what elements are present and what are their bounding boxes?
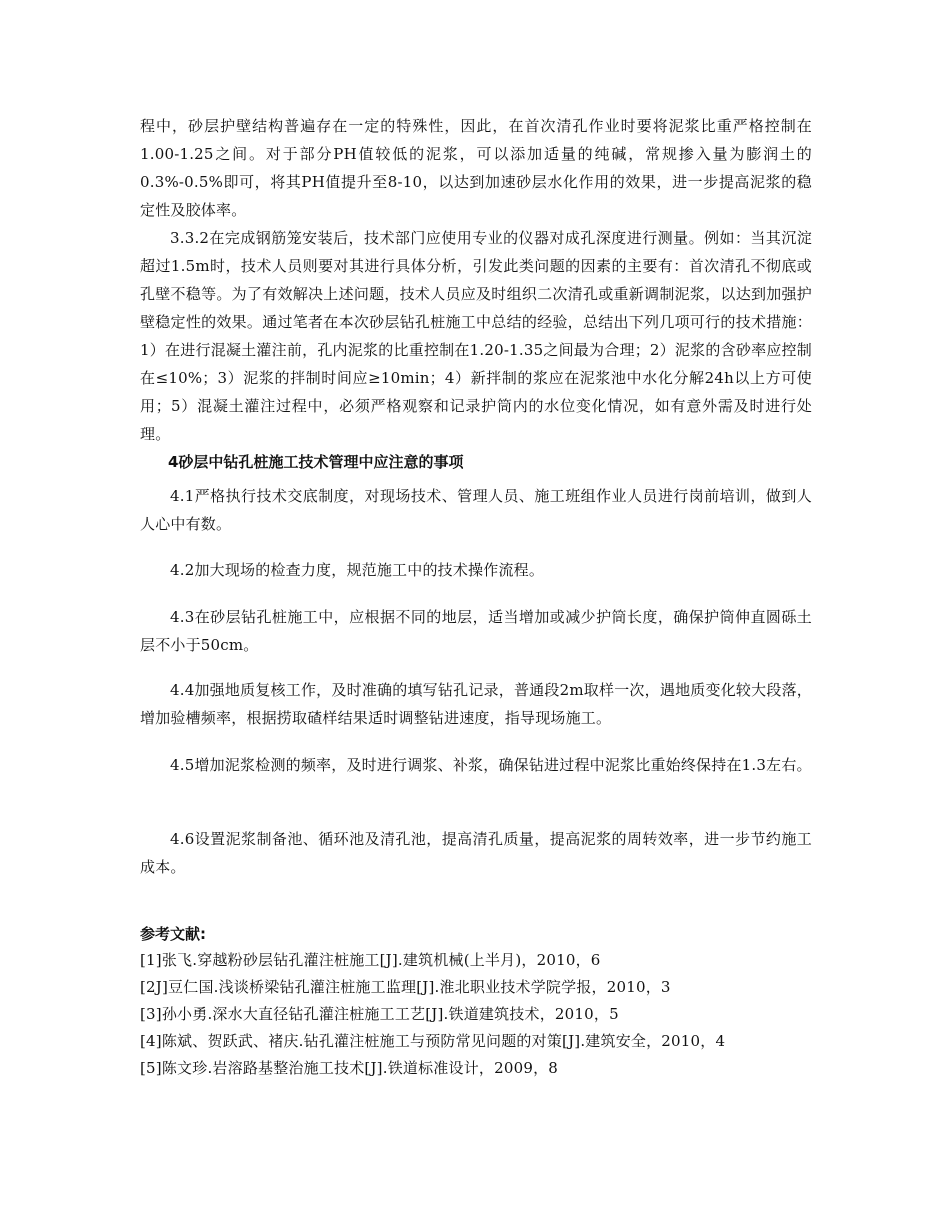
section-heading-4: 4砂层中钻孔桩施工技术管理中应注意的事项: [168, 453, 464, 471]
references-list: [140, 947, 725, 1082]
paragraph-4-5: 4.5增加泥浆检测的频率，及时进行调浆、补浆，确保钻进过程中泥浆比重始终保持在1.3左右。: [170, 756, 812, 774]
paragraph-4-6: 4.6设置泥浆制备池、循环池及清孔池，提高清孔质量，提高泥浆的周转效率，进一步节约施工成本。: [140, 830, 812, 876]
paragraph-4-4: 4.4加强地质复核工作，及时准确的填写钻孔记录，普通段2m取样一次，遇地质变化较大段落，增加验槽频率，根据捞取碴样结果适时调整钻进速度，指导现场施工。: [140, 681, 812, 727]
reference-item: [5]陈文珍.岩溶路基整治施工技术[J].铁道标准设计，2009，8: [140, 1059, 559, 1077]
paragraph-mud-density-control: 程中，砂层护壁结构普遍存在一定的特殊性，因此，在首次清孔作业时要将泥浆比重严格控制在1.00-1.25之间。对于部分PH值较低的泥浆，可以添加适量的纯碱，常规掺入量为膨润土的0.3%-0.5%即可，将其PH值提升至8-10，以达到加速砂层水化作用的效果，进一步提高泥浆的稳定性及胶体率。: [140, 117, 812, 219]
reference-item: [2J]豆仁国.浅谈桥梁钻孔灌注桩施工监理[J].淮北职业技术学院学报，2010，3: [140, 978, 671, 996]
paragraph-4-3: 4.3在砂层钻孔桩施工中，应根据不同的地层，适当增加或减少护筒长度，确保护筒伸直圆砾土层不小于50cm。: [140, 608, 812, 654]
paragraph-3-3-2: 3.3.2在完成钢筋笼安装后，技术部门应使用专业的仪器对成孔深度进行测量。例如：当其沉淀超过1.5m时，技术人员则要对其进行具体分析，引发此类问题的因素的主要有：首次清孔不彻底或孔壁不稳等。为了有效解决上述问题，技术人员应及时组织二次清孔或重新调制泥浆，以达到加强护壁稳定性的效果。通过笔者在本次砂层钻孔桩施工中总结的经验，总结出下列几项可行的技术措施：1）在进行混凝土灌注前，孔内泥浆的比重控制在1.20-1.35之间最为合理；2）泥浆的含砂率应控制在≤10%；3）泥浆的拌制时间应≥10min；4）新拌制的浆应在泥浆池中水化分解24h以上方可使用；5）混凝土灌注过程中，必须严格观察和记录护筒内的水位变化情况，如有意外需及时进行处理。: [140, 229, 812, 443]
reference-item: [1]张飞.穿越粉砂层钻孔灌注桩施工[J].建筑机械(上半月)，2010，6: [140, 951, 601, 969]
reference-item: [3]孙小勇.深水大直径钻孔灌注桩施工工艺[J].铁道建筑技术，2010，5: [140, 1005, 619, 1023]
references-title: 参考文献:: [140, 925, 206, 943]
paragraph-4-1: 4.1严格执行技术交底制度，对现场技术、管理人员、施工班组作业人员进行岗前培训，做到人人心中有数。: [140, 487, 812, 533]
paragraph-4-2: 4.2加大现场的检查力度，规范施工中的技术操作流程。: [170, 561, 545, 579]
reference-item: [4]陈斌、贺跃武、褚庆.钻孔灌注桩施工与预防常见问题的对策[J].建筑安全，2010，4: [140, 1032, 726, 1050]
